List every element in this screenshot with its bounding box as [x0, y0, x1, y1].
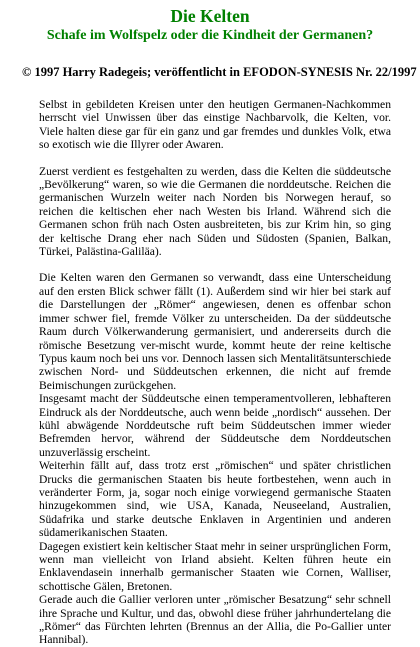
copyright-line: © 1997 Harry Radegeis; veröffentlicht in EFODON-SYNESIS Nr. 22/1997: [22, 65, 417, 79]
page-title: Die Kelten: [170, 6, 250, 26]
paragraph-3: Die Kelten waren den Germanen so verwandt, dass eine Unterscheidung auf den ersten Blick schwer fällt (1). Außerdem sind wir hier bei stark auf die Darstellungen der „Römer“ angewiesen, denen es offenbar schon immer schwer fiel, fremde Völker zu unterscheiden. Da der süddeutsche Raum durch Völkerwanderung germanisiert, und andererseits durch die römische Besetzung ver-mischt wurde, kommt heute der reine keltische Typus kaum noch bei uns vor. Dennoch lassen sich Mentalitätsunterschiede zwischen Nord- und Süddeutschen erkennen, die nicht auf fremde Beimischungen zurückgehen.: [39, 271, 391, 392]
paragraph-7: Gerade auch die Gallier verloren unter „römischer Besatzung“ sehr schnell ihre Sprache und Kultur, und das, obwohl diese früher jahrhundertelang die „Römer“ das Fürchten lehrten (Brennus an der Allia, die Po-Gallier unter Hannibal).: [39, 593, 391, 647]
page-subtitle: Schafe im Wolfspelz oder die Kindheit der Germanen?: [46, 28, 374, 43]
paragraph-1: Selbst in gebildeten Kreisen unter den heutigen Germanen-Nachkommen herrscht viel Unwissen über das einstige Nachbarvolk, die Kelten, vor. Viele halten diese gar für ein ganz und gar fremdes und dunkles Volk, etwa so exotisch wie die Illyrer oder Awaren.: [39, 98, 391, 152]
paragraph-5: Weiterhin fällt auf, dass trotz erst „römischen“ und später christlichen Drucks die germanischen Staaten bis heute fortbestehen, wenn auch in veränderter Form, ja, sogar noch einige vorwiegend germanische Staaten hinzugekommen sind, wie USA, Kanada, Neuseeland, Australien, Südafrika und starke deutsche Enklaven in Argentinien und anderen südamerikanischen Staaten.: [39, 459, 391, 540]
paragraph-6: Dagegen existiert kein keltischer Staat mehr in seiner ursprünglichen Form, wenn man vielleicht von Irland absieht. Kelten führen heute ein Enklavendasein innerhalb germanischer Staaten wie Cornen, Walliser, schottische Gälen, Bretonen.: [39, 539, 391, 593]
paragraph-4: Insgesamt macht der Süddeutsche einen temperamentvolleren, lebhafteren Eindruck als der Norddeutsche, auch wenn beide „nordisch“ aussehen. Der kühl abwägende Norddeutsche ruft beim Süddeutschen immer wieder Befremden hervor, während der Süddeutsche dem Norddeutschen unzuverlässig erscheint.: [39, 392, 391, 459]
article-body: [39, 98, 391, 647]
paragraph-2: Zuerst verdient es festgehalten zu werden, dass die Kelten die süddeutsche „Bevölkerung“ waren, so wie die Germanen die norddeutsche. Reichen die germanischen Wurzeln weiter nach Norden bis Norwegen herauf, so reichen die keltischen eher nach Westen bis Irland. Während sich die Germanen schon früh nach Osten ausbreiteten, bis zur Krim hin, so ging der keltische Drang eher nach Süden und Südosten (Spanien, Balkan, Türkei, Palästina-Galiläa).: [39, 164, 391, 259]
